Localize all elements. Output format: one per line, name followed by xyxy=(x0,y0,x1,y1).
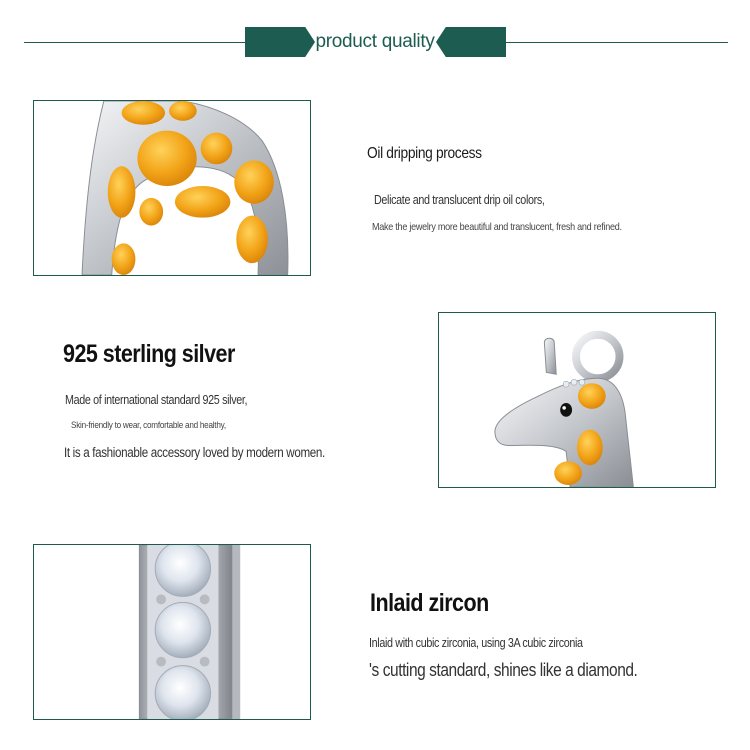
zircon-band-photo xyxy=(33,544,311,720)
section-silver-line-2: Skin-friendly to wear, comfortable and healthy, xyxy=(71,420,226,431)
giraffe-head-photo xyxy=(438,312,716,488)
giraffe-body-photo xyxy=(33,100,311,276)
section-zircon-title: Inlaid zircon xyxy=(370,589,489,617)
section-silver-line-3: It is a fashionable accessory loved by modern women. xyxy=(64,445,325,460)
section-zircon-line-2: 's cutting standard, shines like a diamond. xyxy=(369,660,638,680)
section-oil-line-1: Delicate and translucent drip oil colors, xyxy=(374,193,545,207)
section-silver-line-1: Made of international standard 925 silver, xyxy=(65,393,248,407)
page-title: product quality xyxy=(315,31,435,52)
section-zircon-line-1: Inlaid with cubic zirconia, using 3A cubic zirconia xyxy=(369,636,583,650)
header-rule-left xyxy=(24,42,246,43)
section-silver-title: 925 sterling silver xyxy=(63,340,235,368)
giraffe-body-illustration xyxy=(34,101,310,275)
header-rule-right xyxy=(506,42,728,43)
giraffe-head-illustration xyxy=(439,313,715,487)
section-oil-line-2: Make the jewelry more beautiful and translucent, fresh and refined. xyxy=(372,221,622,233)
section-oil-title: Oil dripping process xyxy=(367,145,482,162)
zircon-band-illustration xyxy=(34,545,310,719)
